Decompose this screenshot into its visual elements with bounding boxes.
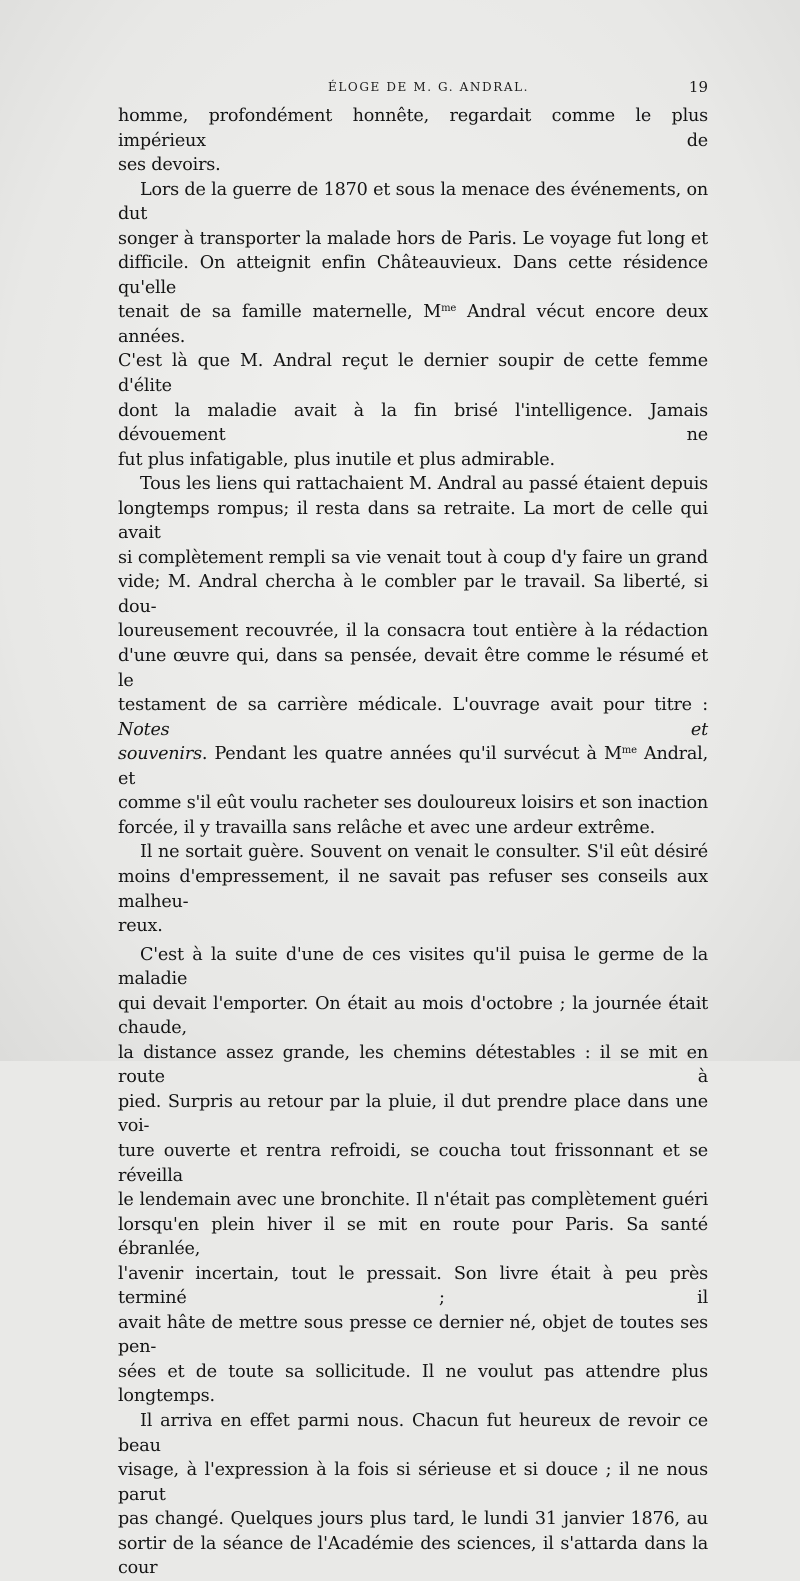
text-line: comme s'il eût voulu racheter ses douloureux loisirs et son inaction: [118, 793, 708, 814]
text-line: si complètement rempli sa vie venait tout à coup d'y faire un grand: [118, 547, 708, 568]
text-line: la distance assez grande, les chemins détestables : il se mit en route à: [118, 1042, 708, 1088]
body-text: [118, 104, 708, 1581]
text-line: sées et de toute sa sollicitude. Il ne voulut pas attendre plus longtemps.: [118, 1361, 708, 1407]
text-line: d'une œuvre qui, dans sa pensée, devait être comme le résumé et le: [118, 646, 708, 691]
text-line: longtemps rompus; il resta dans sa retraite. La mort de celle qui avait: [118, 498, 708, 544]
text-line: visage, à l'expression à la fois si sérieuse et si douce ; il ne nous parut: [118, 1460, 708, 1505]
text-line: C'est là que M. Andral reçut le dernier soupir de cette femme d'élite: [118, 351, 708, 397]
text-line: fut plus infatigable, plus inutile et plus admirable.: [118, 449, 555, 470]
superscript: me: [621, 745, 637, 757]
text-line: dont la maladie avait à la fin brisé l'intelligence. Jamais dévouement ne: [118, 400, 708, 446]
text-line: Tous les liens qui rattachaient M. Andral au passé étaient depuis: [140, 474, 708, 495]
text-line: sortir de la séance de l'Académie des sciences, il s'attarda dans la cour: [118, 1533, 708, 1579]
text-line: pas changé. Quelques jours plus tard, le lundi 31 janvier 1876, au: [118, 1509, 708, 1530]
text-line: ses devoirs.: [118, 155, 221, 176]
text-line: qui devait l'emporter. On était au mois d'octobre ; la journée était chaude,: [118, 993, 708, 1039]
running-header: [118, 78, 708, 100]
text-line: forcée, il y travailla sans relâche et avec une ardeur extrême.: [118, 817, 655, 838]
text-line: tenait de sa famille maternelle, $M^{me}$ Andral vécut encore deux années.: [118, 302, 708, 347]
superscript: me: [441, 303, 457, 315]
book-title: Notes et: [118, 719, 708, 740]
text-line: loureusement recouvrée, il la consacra tout entière à la rédaction: [118, 621, 708, 642]
text-line: pied. Surpris au retour par la pluie, il dut prendre place dans une voi-: [118, 1091, 708, 1137]
text-line: le lendemain avec une bronchite. Il n'était pas complètement guéri: [118, 1190, 708, 1211]
text-line: testament de sa carrière médicale. L'ouvrage avait pour titre : Notes et: [118, 695, 708, 740]
text-line: homme, profondément honnête, regardait comme le plus impérieux de: [118, 106, 708, 151]
book-title: souvenirs: [118, 744, 202, 765]
text-line: avait hâte de mettre sous presse ce dernier né, objet de toutes ses pen-: [118, 1312, 708, 1358]
text-line: moins d'empressement, il ne savait pas refuser ses conseils aux malheu-: [118, 866, 708, 912]
text-line: souvenirs. Pendant les quatre années qu'il survécut à $M^{me}$ Andral, et: [118, 744, 708, 789]
text-line: C'est à la suite d'une de ces visites qu'il puisa le germe de la maladie: [118, 944, 708, 990]
text-line: Lors de la guerre de 1870 et sous la menace des événements, on dut: [118, 179, 708, 225]
text-line: songer à transporter la malade hors de Paris. Le voyage fut long et: [118, 228, 708, 249]
page-number: 19: [688, 78, 708, 96]
text-line: difficile. On atteignit enfin Châteauvieux. Dans cette résidence qu'elle: [118, 253, 708, 298]
running-title: ÉLOGE DE M. G. ANDRAL.: [328, 80, 530, 94]
text-line: ture ouverte et rentra refroidi, se coucha tout frissonnant et se réveilla: [118, 1140, 708, 1186]
text-line: reux.: [118, 916, 163, 937]
text-line: Il arriva en effet parmi nous. Chacun fut heureux de revoir ce beau: [118, 1410, 708, 1456]
text-line: Il ne sortait guère. Souvent on venait le consulter. S'il eût désiré: [140, 842, 708, 863]
text-line: vide; M. Andral chercha à le combler par le travail. Sa liberté, si dou-: [118, 572, 708, 617]
text-line: lorsqu'en plein hiver il se mit en route pour Paris. Sa santé ébranlée,: [118, 1214, 708, 1260]
text-line: l'avenir incertain, tout le pressait. Son livre était à peu près terminé ; il: [118, 1263, 708, 1309]
